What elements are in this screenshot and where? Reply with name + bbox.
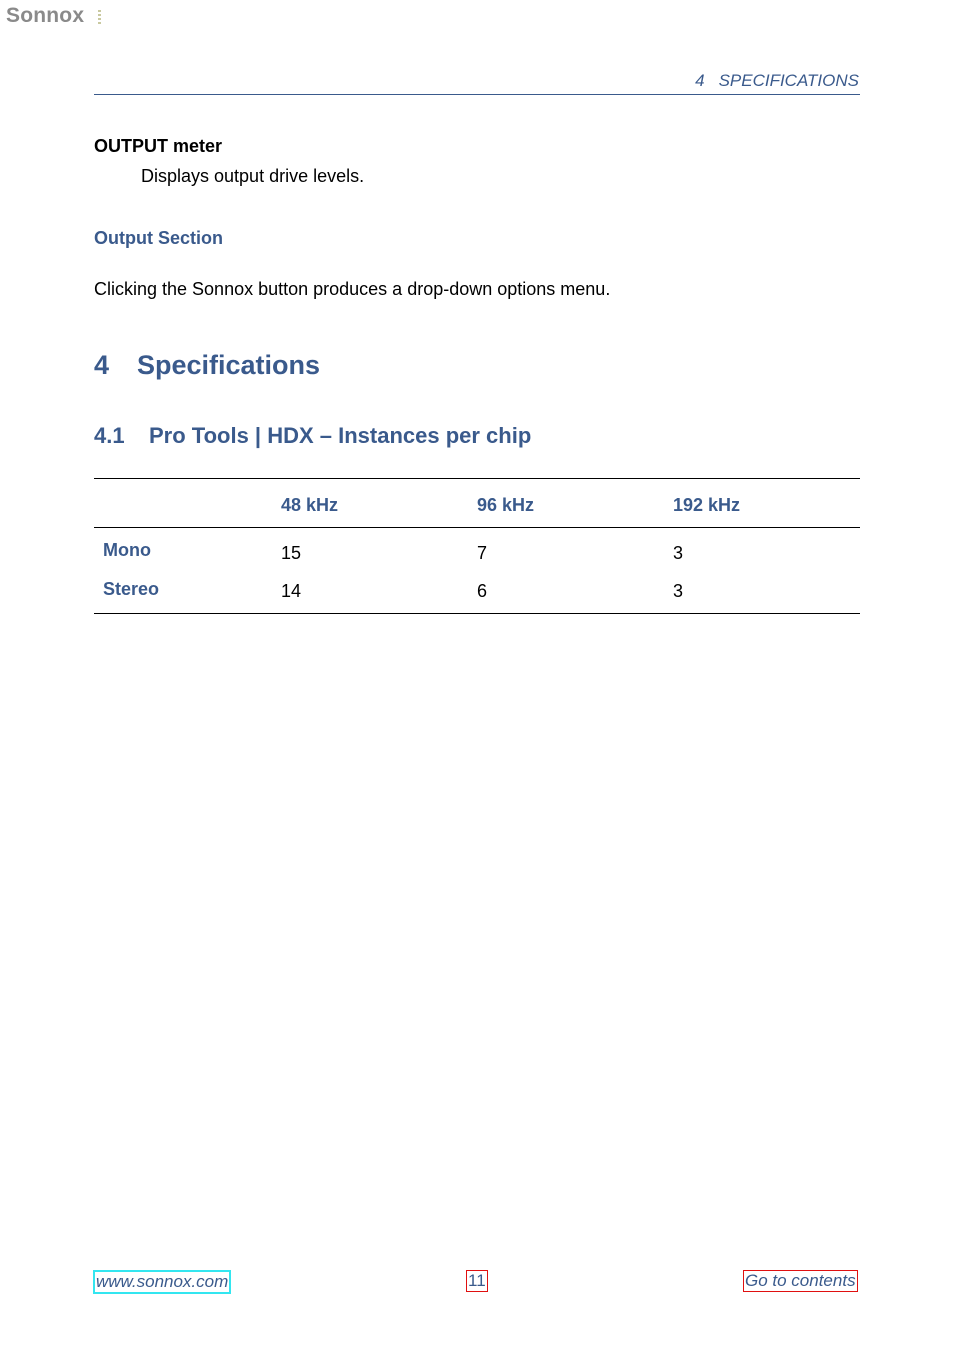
table-row-label: Stereo	[103, 579, 160, 599]
section-number: 4.1	[94, 423, 125, 448]
chapter-title: Specifications	[137, 350, 321, 380]
running-head	[695, 71, 859, 91]
output-meter-description: Displays output drive levels.	[141, 166, 365, 186]
table-bottom-rule	[94, 613, 860, 614]
output-meter-term: OUTPUT meter	[94, 136, 223, 156]
chapter-number: 4	[94, 350, 110, 380]
table-cell: 14	[281, 581, 302, 601]
output-section-heading: Output Section	[94, 228, 223, 248]
table-header-cell: 96 kHz	[477, 495, 535, 515]
table-cell: 3	[673, 581, 684, 601]
sonnox-logo: Sonnox	[6, 4, 85, 27]
section-heading	[94, 423, 531, 449]
table-row-label: Mono	[103, 540, 151, 560]
logo-dots-icon	[98, 10, 101, 26]
page-number-link[interactable]: 11	[468, 1271, 486, 1290]
table-cell: 6	[477, 581, 488, 601]
chapter-heading	[94, 350, 320, 381]
table-header-cell: 48 kHz	[281, 495, 339, 515]
table-header-cell: 192 kHz	[673, 495, 741, 515]
section-title: Pro Tools | HDX – Instances per chip	[149, 423, 532, 448]
running-head-chapter-number: 4	[695, 71, 705, 90]
go-to-contents-link[interactable]: Go to contents	[745, 1271, 856, 1290]
table-cell: 3	[673, 543, 684, 563]
table-header-rule	[94, 527, 860, 528]
output-section-paragraph: Clicking the Sonnox button produces a drop-down options menu.	[94, 279, 611, 299]
website-link[interactable]: www.sonnox.com	[93, 1270, 231, 1294]
running-head-chapter-title: SPECIFICATIONS	[718, 71, 859, 90]
header-rule	[94, 94, 860, 95]
table-top-rule	[94, 478, 860, 479]
table-cell: 15	[281, 543, 302, 563]
table-cell: 7	[477, 543, 488, 563]
